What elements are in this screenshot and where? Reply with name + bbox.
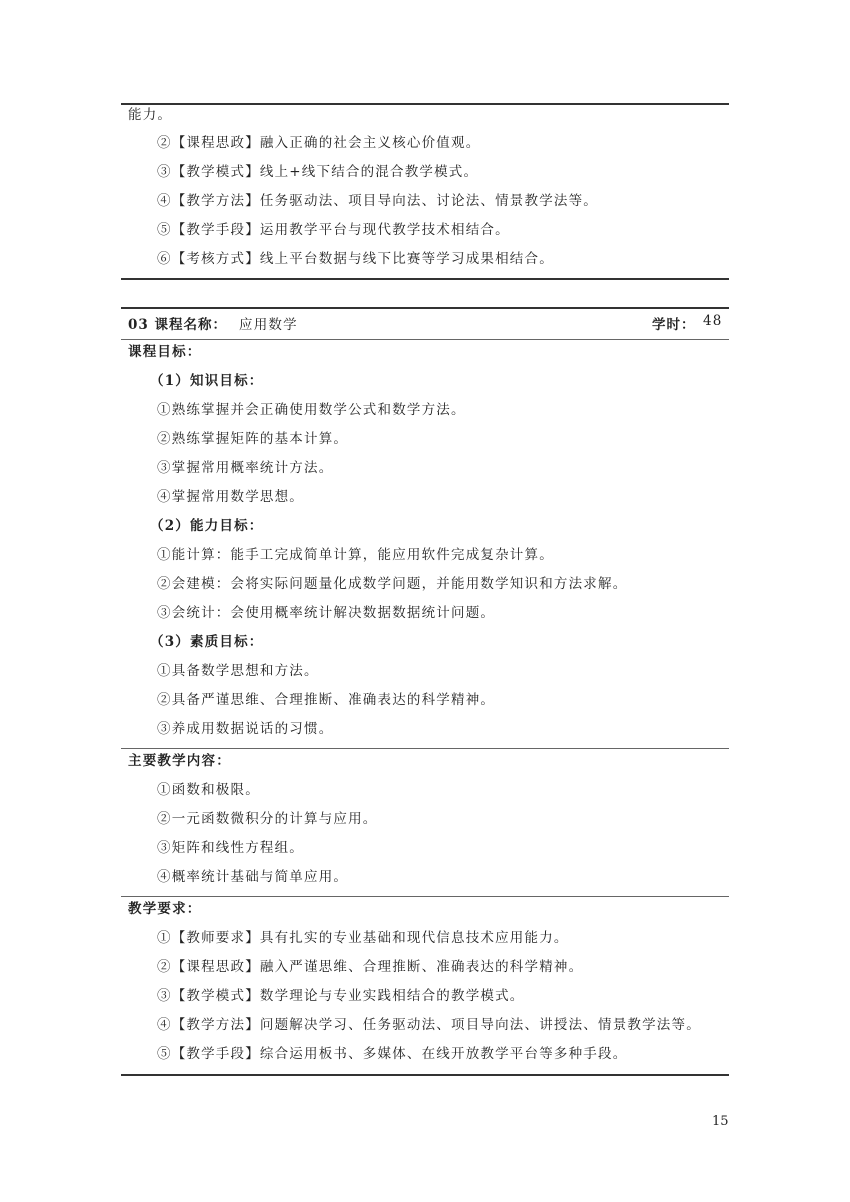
list-item: ②具备严谨思维、合理推断、准确表达的科学精神。 <box>157 692 496 708</box>
quality-heading: （3）素质目标： <box>150 634 264 650</box>
content-heading: 主要教学内容： <box>128 753 231 769</box>
list-item: ①能计算：能手工完成简单计算，能应用软件完成复杂计算。 <box>157 547 554 563</box>
top-rule <box>121 103 729 105</box>
list-item: ②一元函数微积分的计算与应用。 <box>157 811 378 827</box>
list-item: ④【教学方法】任务驱动法、项目导向法、讨论法、情景教学法等。 <box>157 193 598 209</box>
list-item: ④【教学方法】问题解决学习、任务驱动法、项目导向法、讲授法、情景教学法等。 <box>157 1017 701 1033</box>
page-number: 15 <box>712 1114 729 1129</box>
knowledge-heading: （1）知识目标： <box>150 373 264 389</box>
list-item: ④掌握常用数学思想。 <box>157 489 304 505</box>
list-item: ⑤【教学手段】运用教学平台与现代教学技术相结合。 <box>157 222 510 238</box>
list-item: ③矩阵和线性方程组。 <box>157 840 304 856</box>
list-item: ④概率统计基础与简单应用。 <box>157 869 349 885</box>
content-bottom-rule <box>121 896 729 897</box>
objectives-heading: 课程目标： <box>128 344 202 360</box>
list-item: ③养成用数据说话的习惯。 <box>157 721 334 737</box>
course-name-label: 03 课程名称： <box>128 317 227 333</box>
hours-value: 48 <box>703 313 723 329</box>
course-header-bottom-rule <box>121 339 729 340</box>
list-item: ③掌握常用概率统计方法。 <box>157 460 334 476</box>
continued-text: 能力。 <box>128 107 173 123</box>
list-item: ③【教学模式】数学理论与专业实践相结合的教学模式。 <box>157 988 525 1004</box>
list-item: ⑥【考核方式】线上平台数据与线下比赛等学习成果相结合。 <box>157 251 554 267</box>
hours-label: 学时： <box>652 317 696 333</box>
section-end-rule <box>121 278 729 280</box>
requirements-heading: 教学要求： <box>128 901 202 917</box>
list-item: ②熟练掌握矩阵的基本计算。 <box>157 431 349 447</box>
list-item: ①【教师要求】具有扎实的专业基础和现代信息技术应用能力。 <box>157 930 569 946</box>
list-item: ①具备数学思想和方法。 <box>157 663 319 679</box>
course-name: 应用数学 <box>239 317 298 333</box>
list-item: ⑤【教学手段】综合运用板书、多媒体、在线开放教学平台等多种手段。 <box>157 1046 628 1062</box>
course-header-top-rule <box>121 307 729 309</box>
ability-heading: （2）能力目标： <box>150 518 264 534</box>
objectives-bottom-rule <box>121 748 729 749</box>
list-item: ②【课程思政】融入正确的社会主义核心价值观。 <box>157 135 481 151</box>
list-item: ②【课程思政】融入严谨思维、合理推断、准确表达的科学精神。 <box>157 959 584 975</box>
list-item: ③【教学模式】线上+线下结合的混合教学模式。 <box>157 164 479 180</box>
list-item: ①函数和极限。 <box>157 782 260 798</box>
table-bottom-rule <box>121 1074 729 1076</box>
list-item: ②会建模：会将实际问题量化成数学问题，并能用数学知识和方法求解。 <box>157 576 628 592</box>
list-item: ③会统计：会使用概率统计解决数据数据统计问题。 <box>157 605 496 621</box>
list-item: ①熟练掌握并会正确使用数学公式和数学方法。 <box>157 402 466 418</box>
